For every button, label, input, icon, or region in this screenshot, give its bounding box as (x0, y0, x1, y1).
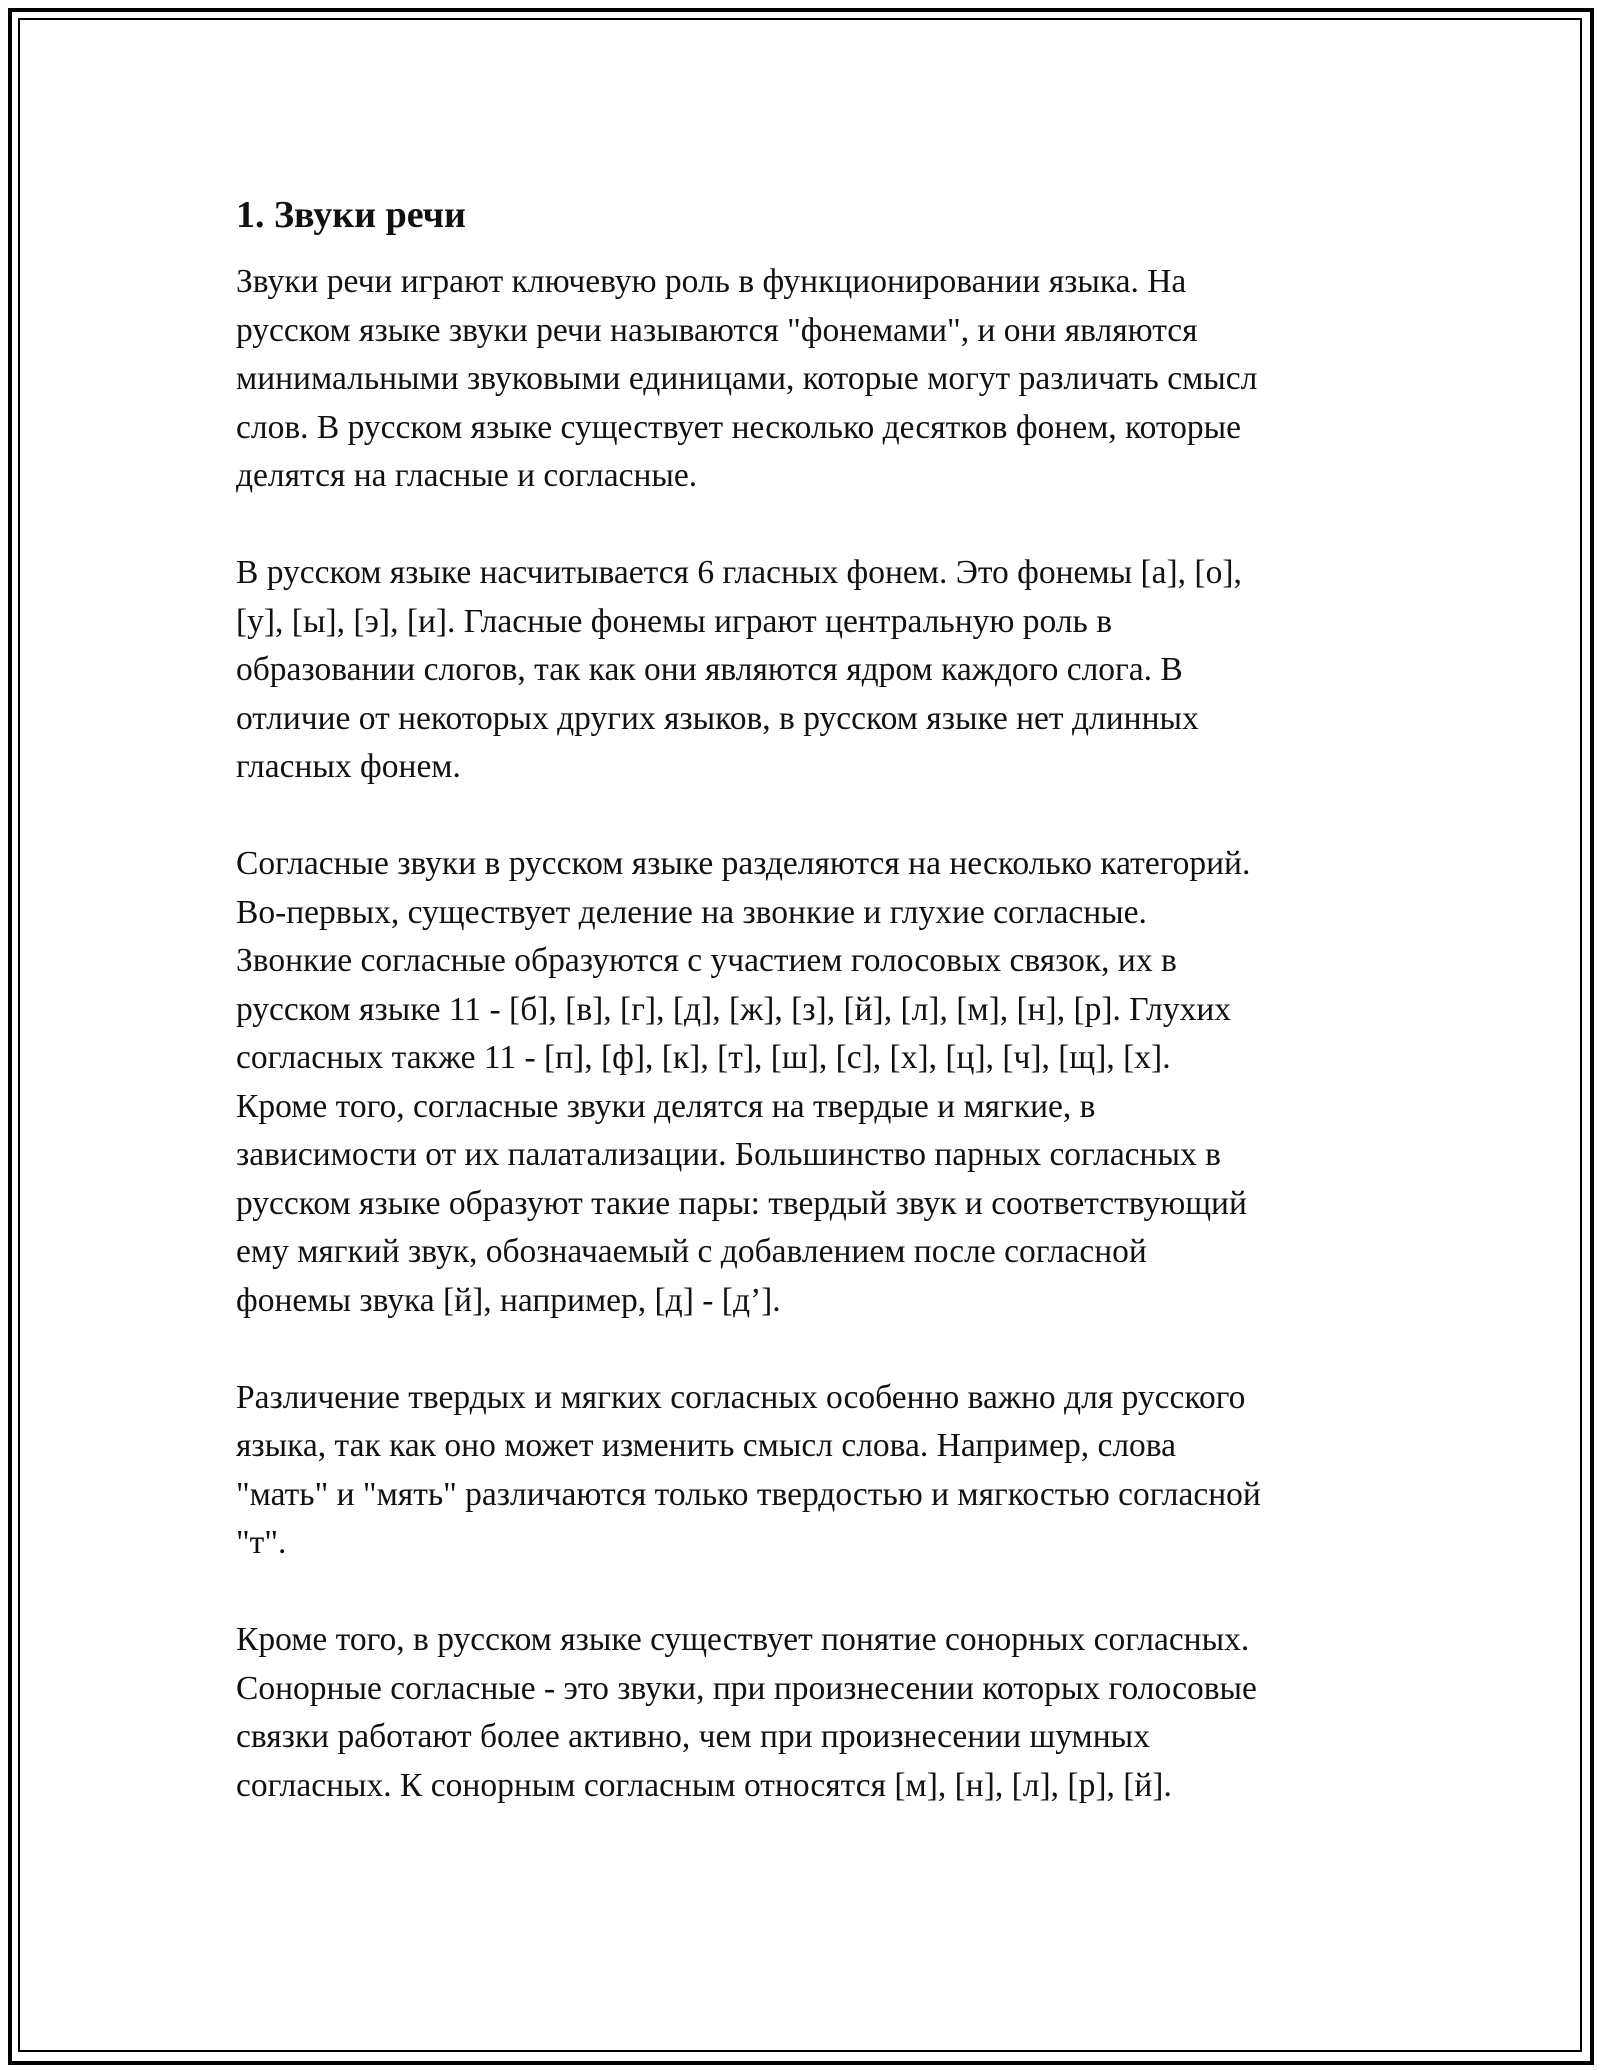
text-line: отличие от некоторых других языков, в русском языке нет длинных (236, 699, 1199, 737)
text-line: слов. В русском языке существует несколько десятков фонем, которые (236, 408, 1241, 446)
text-line: Звуки речи играют ключевую роль в функционировании языка. На (236, 263, 1187, 300)
text-line: [у], [ы], [э], [и]. Гласные фонемы играют центральную роль в (236, 602, 1113, 640)
text-line: русском языке образуют такие пары: твердый звук и соответствующий (236, 1184, 1247, 1222)
text-line: Согласные звуки в русском языке разделяются на несколько категорий. (236, 845, 1251, 882)
text-line: В русском языке насчитывается 6 гласных фонем. Это фонемы [а], [о], (236, 554, 1242, 591)
text-line: "т". (236, 1524, 287, 1561)
text-line: русском языке 11 - [б], [в], [г], [д], [ж], [з], [й], [л], [м], [н], [р]. Глухих (236, 990, 1232, 1028)
text-line: Кроме того, в русском языке существует понятие сонорных согласных. (236, 1621, 1250, 1658)
text-line: связки работают более активно, чем при произнесении шумных (236, 1718, 1150, 1755)
paragraph-vowels (236, 549, 1386, 792)
section-title: 1. Звуки речи (236, 194, 466, 236)
paragraph-consonants (236, 840, 1386, 1325)
text-line: языка, так как оно может изменить смысл слова. Например, слова (236, 1427, 1177, 1464)
paragraph-intro (236, 258, 1386, 501)
text-line: делятся на гласные и согласные. (236, 457, 698, 494)
text-line: Различение твердых и мягких согласных особенно важно для русского (236, 1378, 1246, 1416)
text-line: Во-первых, существует деление на звонкие и глухие согласные. (236, 893, 1147, 931)
text-line: Звонкие согласные образуются с участием голосовых связок, их в (236, 942, 1177, 979)
text-line: русском языке звуки речи называются "фонемами", и они являются (236, 311, 1198, 349)
text-line: Кроме того, согласные звуки делятся на твердые и мягкие, в (236, 1087, 1096, 1125)
paragraph-sonorants (236, 1616, 1386, 1810)
document-body (236, 186, 1386, 1859)
text-line: "мать" и "мять" различаются только твердостью и мягкостью согласной (236, 1475, 1261, 1513)
text-line: Сонорные согласные - это звуки, при произнесении которых голосовые (236, 1669, 1257, 1707)
text-line: образовании слогов, так как они являются ядром каждого слога. В (236, 651, 1183, 688)
paragraph-hard-soft (236, 1374, 1386, 1568)
text-line: согласных также 11 - [п], [ф], [к], [т], [ш], [с], [х], [ц], [ч], [щ], [х]. (236, 1039, 1171, 1076)
text-line: минимальными звуковыми единицами, которые могут различать смысл (236, 360, 1258, 397)
text-line: гласных фонем. (236, 748, 461, 785)
text-line: ему мягкий звук, обозначаемый с добавлением после согласной (236, 1233, 1147, 1270)
text-line: согласных. К сонорным согласным относятся [м], [н], [л], [р], [й]. (236, 1766, 1172, 1804)
text-line: зависимости от их палатализации. Большинство парных согласных в (236, 1136, 1221, 1173)
text-line: фонемы звука [й], например, [д] - [д’]. (236, 1281, 781, 1319)
